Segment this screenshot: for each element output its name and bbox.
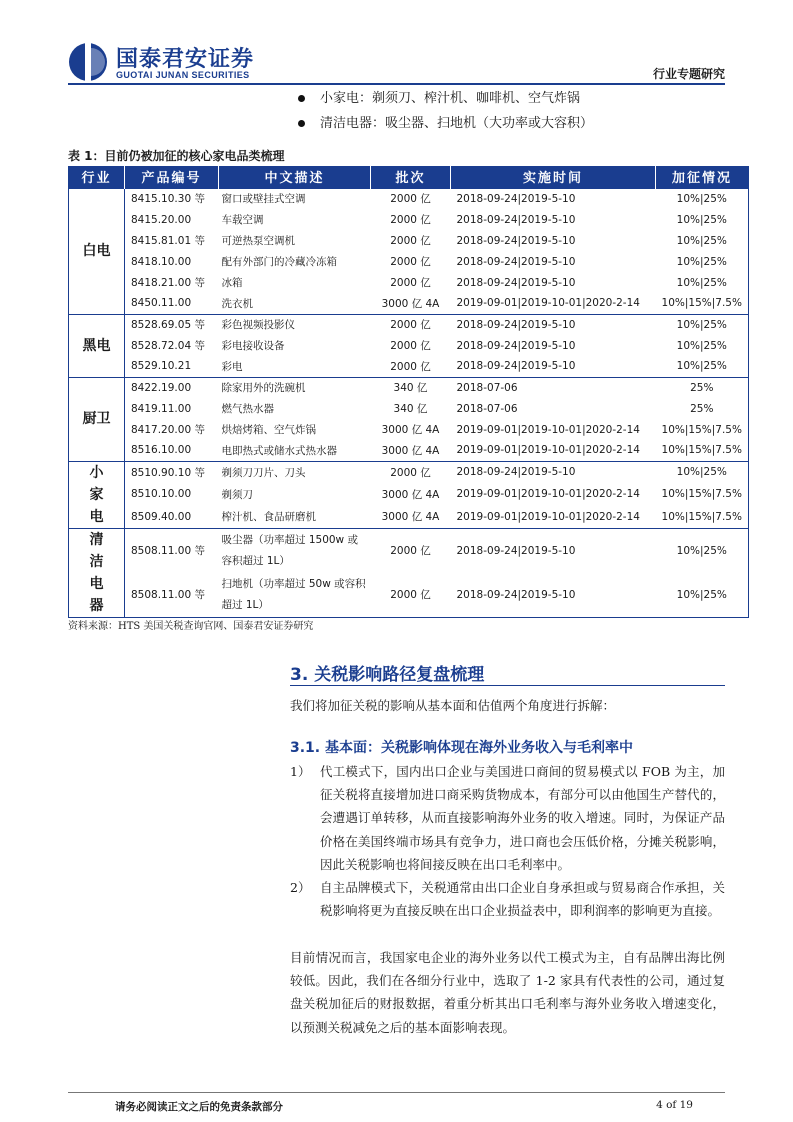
section-intro: 我们将加征关税的影响从基本面和估值两个角度进行拆解： [290, 698, 616, 713]
table-row [69, 528, 749, 573]
code-cell: 8510.10.00 [131, 488, 192, 501]
bullet-dot-icon [298, 120, 305, 127]
subsection-title: 3.1. 基本面：关税影响体现在海外业务收入与毛利率中 [290, 740, 633, 756]
table-source: 资料来源：HTS 美国关税查询官网、国泰君安证券研究 [68, 621, 314, 632]
date-cell: 2018-09-24|2019-5-10 [456, 339, 576, 352]
desc-cell: 燃气热水器 [221, 403, 274, 415]
table-row [69, 356, 749, 377]
date-cell: 2019-09-01|2019-10-01|2020-2-14 [456, 488, 640, 501]
closing-text: 目前情况而言，我国家电企业的海外业务以代工模式为主，自有品牌出海比例较低。因此，我们在各细分行业中，选取了 1-2 家具有代表性的公司，通过复盘关税加征后的财报数据，着重分析其出口毛利率与海外业务收入增速变化，以预测关税减免之后的基本面影响表现。 [290, 950, 725, 1035]
industry-cell: 清洁电器 [69, 528, 125, 617]
batch-cell: 2000 亿 [390, 235, 431, 247]
rate-cell: 10%|25% [676, 360, 727, 373]
report-type: 行业专题研究 [652, 67, 725, 81]
desc-cell: 吸尘器（功率超过 1500w 或容积超过 1L） [219, 528, 371, 573]
date-cell: 2018-09-24|2019-5-10 [451, 188, 656, 209]
bullet-item [290, 111, 730, 136]
bullet-list [290, 86, 730, 136]
company-name-en: GUOTAI JUNAN SECURITIES [116, 70, 250, 80]
bullet-text: 小家电：剃须刀、榨汁机、咖啡机、空气炸锅 [320, 91, 581, 106]
industry-cell: 厨卫 [69, 377, 125, 461]
table-row [69, 293, 749, 314]
date-cell: 2018-09-24|2019-5-10 [456, 360, 576, 373]
code-cell: 8422.19.00 [125, 377, 219, 398]
table-row [69, 461, 749, 483]
date-cell: 2018-09-24|2019-5-10 [451, 528, 656, 573]
section-title: 3. 关税影响路径复盘梳理 [290, 665, 485, 685]
table-row [69, 209, 749, 230]
date-cell: 2018-07-06 [456, 402, 518, 415]
closing-paragraph [290, 946, 725, 1039]
table-row [69, 272, 749, 293]
date-cell: 2018-07-06 [451, 377, 656, 398]
desc-cell: 扫地机（功率超过 50w 或容积超过 1L） [221, 577, 366, 611]
table-row [69, 440, 749, 461]
date-cell: 2019-09-01|2019-10-01|2020-2-14 [456, 297, 640, 310]
bullet-dot-icon [298, 95, 305, 102]
desc-cell: 剃须刀 [221, 488, 253, 501]
batch-cell: 3000 亿 4A [381, 297, 440, 310]
rate-cell: 25% [690, 402, 714, 415]
date-cell: 2018-09-24|2019-5-10 [456, 213, 576, 226]
code-cell: 8528.69.05 等 [125, 314, 219, 335]
column-header: 加征情况 [656, 166, 749, 188]
date-cell: 2018-09-24|2019-5-10 [456, 234, 576, 247]
table-row [69, 419, 749, 440]
desc-cell: 可逆热泵空调机 [221, 235, 295, 247]
table-row [69, 398, 749, 419]
footer-divider [68, 1092, 725, 1093]
desc-cell: 车载空调 [221, 214, 264, 226]
rate-cell: 10%|15%|7.5% [661, 297, 742, 310]
batch-cell: 2000 亿 [390, 589, 431, 601]
section-divider [290, 685, 725, 686]
code-cell: 8418.21.00 等 [131, 277, 205, 289]
bullet-item [290, 86, 730, 111]
rate-cell: 10%|25% [656, 461, 749, 483]
column-header: 中文描述 [219, 166, 371, 188]
batch-cell: 2000 亿 [390, 340, 431, 352]
code-cell: 8516.10.00 [131, 444, 192, 457]
logo-mark-icon [68, 42, 108, 82]
batch-cell: 2000 亿 [390, 277, 431, 289]
industry-cell: 小家电 [69, 461, 125, 528]
table-row [69, 377, 749, 398]
date-cell: 2018-09-24|2019-5-10 [456, 276, 576, 289]
desc-cell: 洗衣机 [221, 297, 253, 310]
numbered-list [290, 760, 725, 922]
code-cell: 8510.90.10 等 [125, 461, 219, 483]
desc-cell: 彩电 [221, 360, 243, 373]
batch-cell: 340 亿 [371, 377, 451, 398]
desc-cell: 电即热式或储水式热水器 [221, 444, 337, 457]
table-row [69, 506, 749, 528]
rate-cell: 10%|25% [676, 213, 727, 226]
desc-cell: 彩色视频投影仪 [219, 314, 371, 335]
rate-cell: 10%|25% [676, 234, 727, 247]
code-cell: 8529.10.21 [131, 360, 192, 373]
column-header: 行业 [69, 166, 125, 188]
company-name-cn: 国泰君安证券 [116, 47, 255, 72]
column-header: 实施时间 [451, 166, 656, 188]
batch-cell: 3000 亿 4A [381, 511, 440, 524]
date-cell: 2019-09-01|2019-10-01|2020-2-14 [456, 423, 640, 436]
table-row [69, 251, 749, 272]
code-cell: 8528.72.04 等 [131, 340, 205, 352]
company-logo [68, 40, 298, 84]
desc-cell: 彩电接收设备 [221, 340, 285, 352]
batch-cell: 3000 亿 4A [381, 488, 440, 501]
table-row [69, 483, 749, 505]
desc-cell: 除家用外的洗碗机 [219, 377, 371, 398]
industry-cell: 黑电 [69, 314, 125, 377]
code-cell: 8509.40.00 [131, 510, 192, 523]
rate-cell: 10%|15%|7.5% [661, 510, 742, 523]
code-cell: 8415.20.00 [131, 213, 192, 226]
table-row [69, 573, 749, 618]
bullet-text: 清洁电器：吸尘器、扫地机（大功率或大容积） [320, 116, 594, 131]
code-cell: 8419.11.00 [131, 402, 192, 415]
rate-cell: 10%|25% [656, 188, 749, 209]
list-item [290, 760, 725, 876]
rate-cell: 10%|25% [676, 339, 727, 352]
page-number: 4 of 19 [656, 1099, 693, 1111]
batch-cell: 3000 亿 4A [381, 424, 440, 436]
batch-cell: 2000 亿 [371, 461, 451, 483]
code-cell: 8415.81.01 等 [131, 235, 205, 247]
code-cell: 8417.20.00 等 [131, 424, 205, 436]
item-number: 1） [290, 764, 311, 779]
date-cell: 2018-09-24|2019-5-10 [456, 255, 576, 268]
date-cell: 2019-09-01|2019-10-01|2020-2-14 [456, 510, 640, 523]
desc-cell: 榨汁机、食品研磨机 [221, 511, 316, 524]
item-text: 自主品牌模式下，关税通常由出口企业自身承担或与贸易商合作承担，关税影响将更为直接反映在出口企业损益表中，即利润率的影响更为直接。 [320, 880, 725, 919]
industry-cell: 白电 [69, 188, 125, 314]
batch-cell: 2000 亿 [371, 528, 451, 573]
header-divider [68, 83, 725, 85]
date-cell: 2019-09-01|2019-10-01|2020-2-14 [456, 444, 640, 457]
table-row [69, 230, 749, 251]
date-cell: 2018-09-24|2019-5-10 [451, 314, 656, 335]
rate-cell: 10%|25% [656, 314, 749, 335]
column-header: 批次 [371, 166, 451, 188]
batch-cell: 340 亿 [393, 403, 428, 415]
desc-cell: 配有外部门的冷藏冷冻箱 [221, 256, 337, 268]
table-header-row [69, 166, 749, 188]
desc-cell: 烘焙烤箱、空气炸锅 [221, 424, 316, 436]
rate-cell: 10%|25% [676, 588, 727, 601]
batch-cell: 3000 亿 4A [381, 444, 440, 457]
list-item [290, 876, 725, 922]
code-cell: 8418.10.00 [131, 255, 192, 268]
desc-cell: 冰箱 [221, 277, 243, 289]
footer-disclaimer: 请务必阅读正文之后的免责条款部分 [115, 1101, 283, 1113]
code-cell: 8508.11.00 等 [125, 528, 219, 573]
batch-cell: 2000 亿 [390, 214, 431, 226]
rate-cell: 10%|25% [656, 528, 749, 573]
item-text: 代工模式下，国内出口企业与美国进口商间的贸易模式以 FOB 为主，加征关税将直接增加进口商采购货物成本，有部分可以由他国生产替代的，会遭遇订单转移，从而直接影响海外业务的收入增速。同时，为保证产品价格在美国终端市场具有竞争力，进口商也会压低价格，分摊关税影响，因此关税影响也将间接反映在出口毛利率中。 [320, 764, 725, 872]
date-cell: 2018-09-24|2019-5-10 [451, 461, 656, 483]
rate-cell: 10%|25% [676, 276, 727, 289]
table-row [69, 335, 749, 356]
date-cell: 2018-09-24|2019-5-10 [456, 588, 576, 601]
table-row [69, 314, 749, 335]
column-header: 产品编号 [125, 166, 219, 188]
code-cell: 8415.10.30 等 [125, 188, 219, 209]
rate-cell: 10%|25% [676, 255, 727, 268]
rate-cell: 10%|15%|7.5% [661, 488, 742, 501]
code-cell: 8508.11.00 等 [131, 589, 205, 601]
rate-cell: 25% [656, 377, 749, 398]
batch-cell: 2000 亿 [390, 256, 431, 268]
batch-cell: 2000 亿 [371, 188, 451, 209]
desc-cell: 剃须刀刀片、刀头 [219, 461, 371, 483]
table-row [69, 188, 749, 209]
desc-cell: 窗口或壁挂式空调 [219, 188, 371, 209]
item-number: 2） [290, 880, 311, 896]
table-title: 表 1：目前仍被加征的核心家电品类梳理 [68, 149, 285, 163]
rate-cell: 10%|15%|7.5% [661, 444, 742, 457]
batch-cell: 2000 亿 [371, 314, 451, 335]
batch-cell: 2000 亿 [390, 360, 431, 373]
rate-cell: 10%|15%|7.5% [661, 423, 742, 436]
code-cell: 8450.11.00 [131, 297, 192, 310]
tariff-table [68, 166, 748, 618]
